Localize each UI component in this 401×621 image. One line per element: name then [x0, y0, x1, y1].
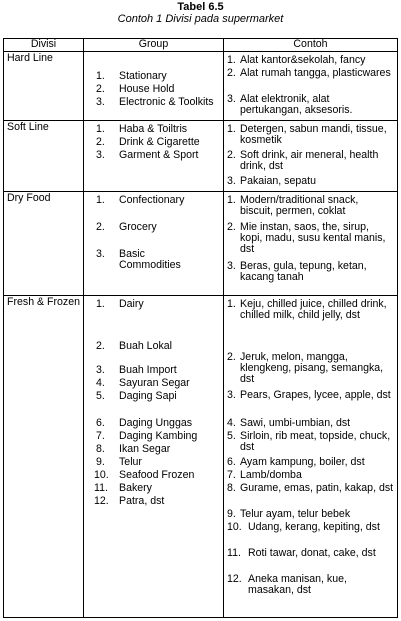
item-number: 2. — [96, 340, 105, 352]
item-text: Pears, Grapes, lycee, apple, dst — [240, 389, 391, 401]
item-text: Patra, dst — [119, 495, 165, 507]
item-text: Ikan Segar — [119, 443, 171, 455]
item-number: 3. — [227, 389, 236, 401]
item-text: Soft drink, air meneral, health drink, dst — [240, 149, 379, 173]
item-number: 11. — [227, 547, 241, 559]
table-row — [4, 296, 398, 618]
item-number: 4. — [227, 417, 236, 429]
item-text: Beras, gula, tepung, ketan, kacang tanah — [240, 260, 367, 284]
item-number: 10. — [227, 521, 242, 533]
item-number: 2. — [227, 351, 236, 363]
item-text: Aneka manisan, kue, masakan, dst — [248, 573, 347, 597]
item-text: Alat rumah tangga, plasticwares — [240, 67, 391, 79]
item-number: 8. — [227, 482, 236, 494]
divisi-cell: Hard Line — [4, 52, 84, 121]
item-number: 1. — [227, 54, 236, 66]
group-cell — [84, 192, 224, 296]
table-row — [4, 52, 398, 121]
item-text: Garment & Sport — [119, 149, 199, 161]
item-text: Alat elektronik, alat pertukangan, aksesoris. — [240, 93, 353, 117]
item-number: 5. — [227, 430, 236, 442]
item-number: 5. — [96, 390, 105, 402]
table-caption-subtitle: Contoh 1 Divisi pada supermarket — [117, 13, 284, 25]
item-text: Pakaian, sepatu — [240, 175, 316, 187]
contoh-cell — [224, 192, 398, 296]
group-cell — [84, 296, 224, 618]
group-cell — [84, 121, 224, 192]
item-number: 1. — [96, 298, 105, 310]
item-text: Sirloin, rib meat, topside, chuck, dst — [240, 430, 391, 454]
item-number: 2. — [227, 149, 236, 161]
item-text: Confectionary — [119, 194, 185, 206]
divisi-cell: Soft Line — [4, 121, 84, 192]
item-number: 1. — [227, 298, 236, 310]
item-text: Daging Kambing — [119, 430, 198, 442]
divisi-cell: Dry Food — [4, 192, 84, 296]
item-text: Jeruk, melon, mangga, klengkeng, pisang, semangka, dst — [240, 351, 384, 386]
item-text: Grocery — [119, 221, 157, 233]
item-number: 1. — [96, 70, 105, 82]
header-divisi: Divisi — [4, 39, 84, 52]
item-text: Sayuran Segar — [119, 377, 190, 389]
item-text: Udang, kerang, kepiting, dst — [248, 521, 380, 533]
item-text: Mie instan, saos, the, sirup, kopi, madu, susu kental manis, dst — [240, 221, 386, 256]
item-text: House Hold — [119, 83, 175, 95]
item-text: Bakery — [119, 482, 152, 494]
item-text: Lamb/domba — [240, 469, 302, 481]
item-text: Drink & Cigarette — [119, 136, 200, 148]
item-text: Modern/traditional snack, biscuit, permen, coklat — [240, 194, 359, 218]
item-text: Haba & Toiltris — [119, 123, 188, 135]
item-number: 3. — [96, 96, 105, 108]
item-number: 9. — [227, 508, 236, 520]
division-table — [3, 38, 398, 618]
item-number: 12. — [94, 495, 109, 507]
item-number: 6. — [227, 456, 236, 468]
item-number: 3. — [227, 260, 236, 272]
contoh-cell — [224, 121, 398, 192]
item-text: Basic Commodities — [119, 248, 181, 272]
item-text: Keju, chilled juice, chilled drink, chilled milk, child jelly, dst — [240, 298, 387, 322]
item-number: 1. — [96, 123, 105, 135]
item-number: 11. — [94, 482, 108, 494]
item-number: 3. — [96, 149, 105, 161]
group-cell — [84, 52, 224, 121]
table-row — [4, 192, 398, 296]
item-text: Detergen, sabun mandi, tissue, kosmetik — [240, 123, 387, 147]
table-row — [4, 121, 398, 192]
item-text: Sawi, umbi-umbian, dst — [240, 417, 351, 429]
item-text: Dairy — [119, 298, 144, 310]
item-text: Telur ayam, telur bebek — [240, 508, 351, 520]
item-number: 2. — [227, 221, 236, 233]
item-text: Electronic & Toolkits — [119, 96, 214, 108]
item-text: Buah Import — [119, 364, 177, 376]
header-contoh: Contoh — [224, 39, 398, 52]
item-number: 3. — [96, 364, 105, 376]
item-text: Stationary — [119, 70, 167, 82]
item-text: Alat kantor&sekolah, fancy — [240, 54, 366, 66]
item-text: Telur — [119, 456, 142, 468]
item-number: 7. — [227, 469, 236, 481]
item-text: Seafood Frozen — [119, 469, 195, 481]
contoh-cell — [224, 52, 398, 121]
contoh-cell — [224, 296, 398, 618]
item-number: 3. — [227, 175, 236, 187]
item-number: 4. — [96, 377, 105, 389]
item-number: 1. — [96, 194, 105, 206]
header-group: Group — [84, 39, 224, 52]
item-number: 1. — [227, 194, 236, 206]
item-number: 2. — [227, 67, 236, 79]
item-number: 1. — [227, 123, 236, 135]
item-number: 2. — [96, 83, 105, 95]
item-number: 3. — [96, 248, 105, 260]
item-number: 2. — [96, 136, 105, 148]
item-text: Gurame, emas, patin, kakap, dst — [240, 482, 394, 494]
item-number: 2. — [96, 221, 105, 233]
item-number: 7. — [96, 430, 105, 442]
item-number: 8. — [96, 443, 105, 455]
table-caption-title: Tabel 6.5 — [177, 1, 224, 13]
item-number: 10. — [94, 469, 109, 481]
item-text: Roti tawar, donat, cake, dst — [248, 547, 376, 559]
divisi-cell: Fresh & Frozen — [4, 296, 84, 618]
item-text: Daging Sapi — [119, 390, 177, 402]
item-number: 12. — [227, 573, 242, 585]
table-header-row — [4, 39, 398, 52]
item-text: Ayam kampung, boiler, dst — [240, 456, 365, 468]
item-number: 6. — [96, 417, 105, 429]
item-number: 3. — [227, 93, 236, 105]
item-text: Daging Unggas — [119, 417, 193, 429]
item-text: Buah Lokal — [119, 340, 173, 352]
item-number: 9. — [96, 456, 105, 468]
